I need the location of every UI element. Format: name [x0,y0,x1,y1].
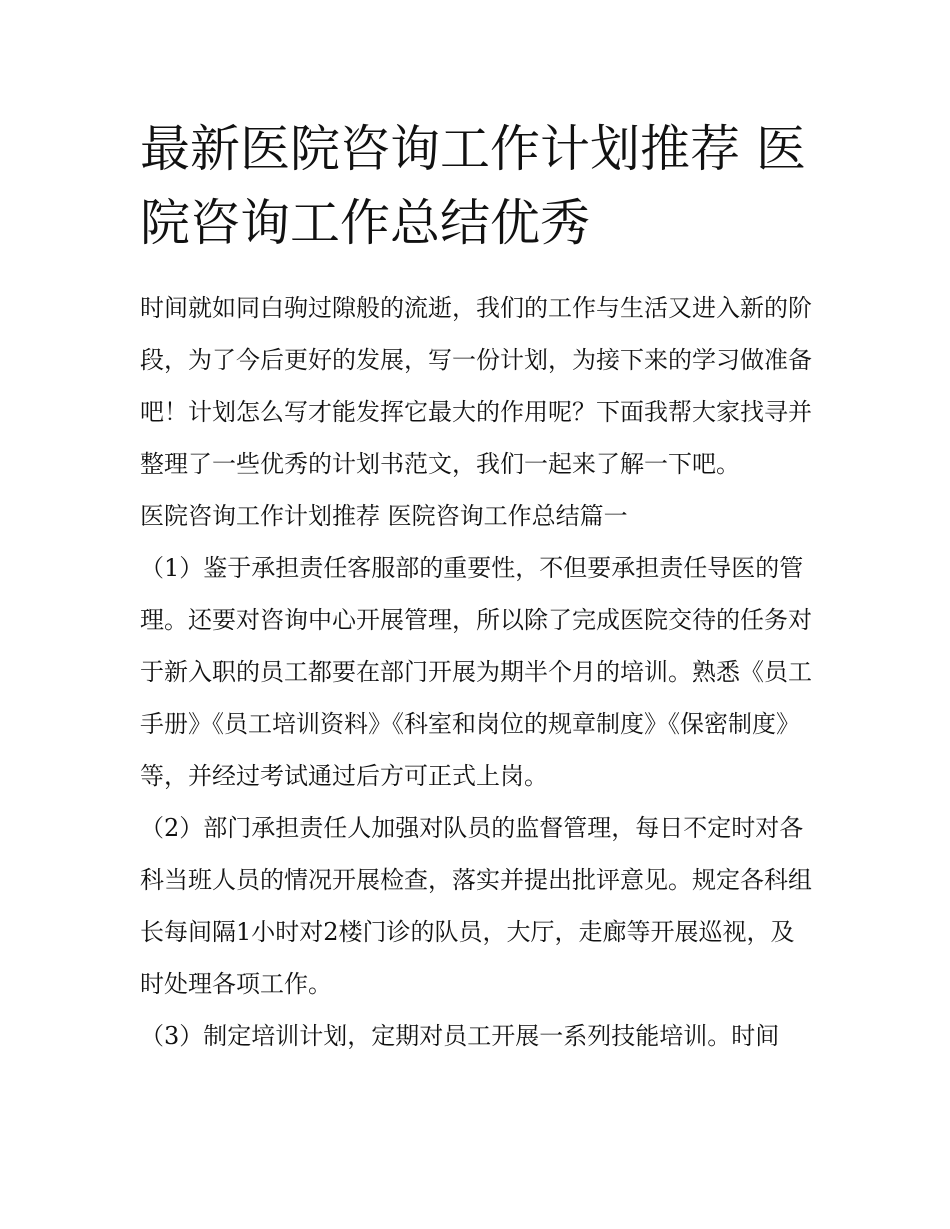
document-page [140,112,812,1062]
section-heading: 医院咨询工作计划推荐 医院咨询工作总结篇一 [140,502,628,530]
body-paragraph-3: （3）制定培训计划，定期对员工开展一系列技能培训。时间 [140,1022,780,1050]
body-paragraph-1: （1）鉴于承担责任客服部的重要性，不但要承担责任导医的管理。还要对咨询中心开展管理，所以除了完成医院交待的任务对于新入职的员工都要在部门开展为期半个月的培训。熟悉《员工手册》《员工培训资料》《科室和岗位的规章制度》《保密制度》等，并经过考试通过后方可正式上岗。 [140,554,812,790]
document-title: 最新医院咨询工作计划推荐 医院咨询工作总结优秀 [140,120,806,252]
body-paragraph-2: （2）部门承担责任人加强对队员的监督管理，每日不定时对各科当班人员的情况开展检查，落实并提出批评意见。规定各科组长每间隔1小时对2楼门诊的队员，大厅，走廊等开展巡视，及时处理各项工作。 [140,814,812,998]
intro-paragraph: 时间就如同白驹过隙般的流逝，我们的工作与生活又进入新的阶段，为了今后更好的发展，写一份计划，为接下来的学习做准备吧！计划怎么写才能发挥它最大的作用呢？下面我帮大家找寻并整理了一些优秀的计划书范文，我们一起来了解一下吧。 [140,294,812,478]
